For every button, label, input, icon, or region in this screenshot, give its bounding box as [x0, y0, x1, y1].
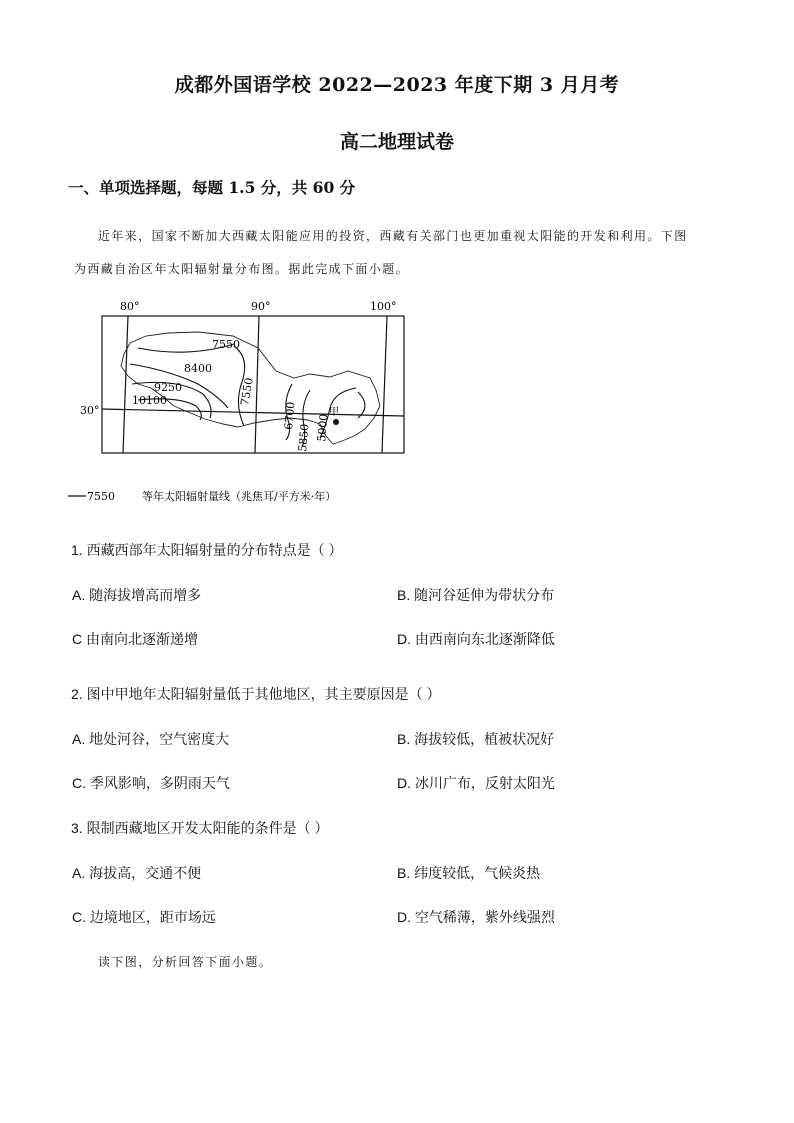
question-2-stem: 2. 图中甲地年太阳辐射量低于其他地区，其主要原因是（ ） — [71, 686, 441, 702]
question-1-option-a: A. 随海拔增高而增多 — [72, 587, 202, 603]
question-3-option-a: A. 海拔高，交通不便 — [72, 865, 202, 881]
lat-label-30: 30° — [80, 404, 100, 417]
intro-line-2-text: 为西藏自治区年太阳辐射量分布图。据此完成下面小题。 — [74, 262, 410, 276]
point-jia-label: 甲 — [329, 407, 339, 418]
question-3-stem: 3. 限制西藏地区开发太阳能的条件是（ ） — [71, 820, 329, 836]
question-2-option-c: C. 季风影响，多阴雨天气 — [72, 775, 230, 791]
legend-text: 等年太阳辐射量线（兆焦耳/平方米·年） — [142, 490, 337, 503]
isoline-label-10100: 10100 — [132, 394, 167, 407]
point-jia-marker — [333, 419, 339, 425]
isoline-label-8400: 8400 — [184, 362, 212, 375]
lon-label-80: 80° — [120, 300, 140, 313]
exam-title: 成都外国语学校 2022—2023 年度下期 3 月月考 — [174, 74, 620, 96]
question-3-option-c: C. 边境地区，距市场远 — [72, 909, 216, 925]
question-1-option-c: C 由南向北逐渐递增 — [72, 631, 198, 647]
isoline-5000-loop — [358, 392, 365, 418]
read-note: 读下图，分析回答下面小题。 — [98, 955, 273, 969]
question-1-stem: 1. 西藏西部年太阳辐射量的分布特点是（ ） — [71, 542, 343, 558]
intro-line-1-text: 近年来，国家不断加大西藏太阳能应用的投资，西藏有关部门也更加重视太阳能的开发和利用。下图 — [98, 229, 688, 243]
legend-value: 7550 — [87, 490, 115, 503]
isoline-label-7550-north: 7550 — [212, 338, 240, 351]
lon-label-90: 90° — [251, 300, 271, 313]
question-3-option-b: B. 纬度较低，气候炎热 — [397, 865, 541, 881]
isoline-label-5000: 5000 — [315, 413, 331, 443]
question-1-option-b: B. 随河谷延伸为带状分布 — [397, 587, 555, 603]
isoline-label-5850: 5850 — [296, 423, 312, 453]
parallel-30 — [102, 409, 404, 416]
meridian-80 — [123, 316, 128, 453]
intro-line-2 — [74, 253, 724, 286]
exam-subtitle: 高二地理试卷 — [339, 131, 454, 153]
question-3-option-d: D. 空气稀薄，紫外线强烈 — [397, 909, 555, 925]
intro-line-1 — [74, 220, 724, 253]
question-2-option-b: B. 海拔较低，植被状况好 — [397, 731, 555, 747]
question-2-option-d: D. 冰川广布，反射太阳光 — [397, 775, 555, 791]
meridian-100 — [382, 316, 387, 453]
intro-paragraph — [74, 220, 724, 286]
isoline-label-9250: 9250 — [154, 381, 182, 394]
lon-label-100: 100° — [370, 300, 397, 313]
isoline-label-7550-east: 7550 — [238, 376, 256, 407]
meridian-90 — [255, 316, 259, 453]
question-2-option-a: A. 地处河谷，空气密度大 — [72, 731, 230, 747]
section-heading: 一、单项选择题，每题 1.5 分，共 60 分 — [68, 178, 356, 197]
question-1-option-d: D. 由西南向东北逐渐降低 — [397, 631, 555, 647]
isoline-label-6700: 6700 — [282, 401, 298, 431]
tibet-radiation-map — [58, 296, 418, 511]
